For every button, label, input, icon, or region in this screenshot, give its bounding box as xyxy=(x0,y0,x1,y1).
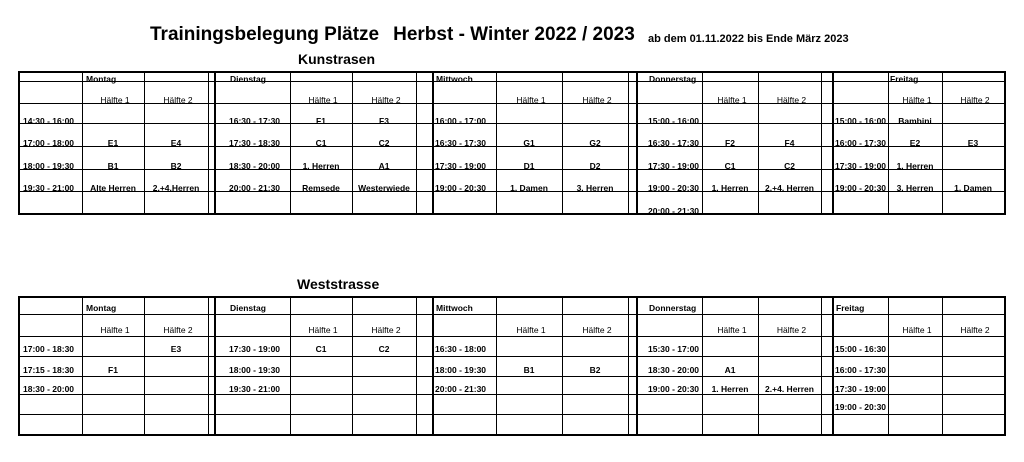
half-2-header: Hälfte 2 xyxy=(163,325,193,335)
day-header-donnerstag: Donnerstag xyxy=(649,74,697,84)
slot-half-1: 1. Herren xyxy=(711,384,749,394)
day-header-montag: Montag xyxy=(86,303,117,313)
schedule-table-kunstrasen xyxy=(18,71,1006,215)
half-1-header: Hälfte 1 xyxy=(902,95,932,105)
row-divider xyxy=(20,336,1004,337)
time-slot: 19:30 - 21:00 xyxy=(23,183,75,193)
time-slot: 17:00 - 18:00 xyxy=(23,138,75,148)
slot-half-1: F1 xyxy=(108,365,118,375)
schedule-table-weststrasse xyxy=(18,296,1006,436)
slot-half-2: E3 xyxy=(170,344,182,354)
slot-half-1: 3. Herren xyxy=(896,183,934,193)
time-slot: 19:00 - 20:30 xyxy=(648,384,700,394)
time-slot: 18:00 - 19:30 xyxy=(435,365,487,375)
half-2-header: Hälfte 2 xyxy=(960,325,990,335)
time-slot: 16:30 - 17:30 xyxy=(648,138,700,148)
slot-half-1: Remsede xyxy=(302,183,340,193)
column-divider xyxy=(352,73,353,213)
column-divider xyxy=(1004,298,1005,434)
half-2-header: Hälfte 2 xyxy=(582,325,612,335)
column-divider xyxy=(290,298,291,434)
slot-half-2: B2 xyxy=(589,365,601,375)
time-slot: 19:00 - 20:30 xyxy=(435,183,487,193)
time-slot: 14:30 - 16:00 xyxy=(23,116,75,126)
slot-half-2: 2.+4. Herren xyxy=(765,384,814,394)
slot-half-2: A1 xyxy=(378,161,390,171)
section-title-kunstrasen: Kunstrasen xyxy=(298,51,376,67)
day-header-freitag: Freitag xyxy=(890,74,919,84)
time-slot: 15:00 - 16:30 xyxy=(835,344,887,354)
slot-half-1: 1. Herren xyxy=(711,183,749,193)
column-divider xyxy=(888,73,889,213)
time-slot: 16:30 - 18:00 xyxy=(435,344,487,354)
column-divider xyxy=(290,73,291,213)
day-divider xyxy=(214,298,216,434)
column-divider xyxy=(888,298,889,434)
half-1-header: Hälfte 1 xyxy=(717,95,747,105)
column-divider xyxy=(352,298,353,434)
half-2-header: Hälfte 2 xyxy=(960,95,990,105)
row-divider xyxy=(20,356,1004,357)
slot-half-1: Bambini xyxy=(898,116,932,126)
time-slot: 18:30 - 20:00 xyxy=(648,365,700,375)
column-divider xyxy=(496,73,497,213)
slot-half-2: 1. Damen xyxy=(954,183,992,193)
half-1-header: Hälfte 1 xyxy=(100,95,130,105)
time-slot: 19:30 - 21:00 xyxy=(229,384,281,394)
section-title-weststrasse: Weststrasse xyxy=(297,276,380,292)
slot-half-2: C2 xyxy=(378,138,390,148)
time-slot: 17:30 - 19:00 xyxy=(835,384,887,394)
slot-half-1: D1 xyxy=(523,161,535,171)
time-slot: 16:00 - 17:30 xyxy=(835,138,887,148)
slot-half-1: F2 xyxy=(725,138,735,148)
time-slot: 19:00 - 20:30 xyxy=(835,402,887,412)
column-divider xyxy=(942,298,943,434)
time-slot: 20:00 - 21:30 xyxy=(648,206,700,216)
slot-half-2: G2 xyxy=(589,138,601,148)
slot-half-2: F4 xyxy=(784,138,795,148)
time-slot: 16:30 - 17:30 xyxy=(435,138,487,148)
slot-half-1: A1 xyxy=(724,365,736,375)
half-2-header: Hälfte 2 xyxy=(163,95,193,105)
column-divider xyxy=(942,73,943,213)
column-divider xyxy=(758,298,759,434)
time-slot: 16:00 - 17:00 xyxy=(435,116,487,126)
day-header-dienstag: Dienstag xyxy=(230,74,266,84)
half-1-header: Hälfte 1 xyxy=(100,325,130,335)
slot-half-2: Westerwiede xyxy=(358,183,410,193)
column-divider xyxy=(821,73,822,213)
column-divider xyxy=(416,298,417,434)
column-divider xyxy=(702,298,703,434)
time-slot: 15:00 - 16:00 xyxy=(648,116,700,126)
slot-half-2: E4 xyxy=(170,138,182,148)
slot-half-2: 2.+4.Herren xyxy=(152,183,200,193)
day-header-dienstag: Dienstag xyxy=(230,303,266,313)
day-header-montag: Montag xyxy=(86,74,117,84)
time-slot: 20:00 - 21:30 xyxy=(229,183,281,193)
slot-half-2: 3. Herren xyxy=(576,183,614,193)
slot-half-1: Alte Herren xyxy=(90,183,136,193)
column-divider xyxy=(144,298,145,434)
half-1-header: Hälfte 1 xyxy=(717,325,747,335)
page-title xyxy=(150,24,635,46)
day-header-mittwoch: Mittwoch xyxy=(436,74,473,84)
title-part-1: Trainingsbelegung Plätze xyxy=(150,24,380,45)
slot-half-1: C1 xyxy=(315,344,327,354)
day-divider xyxy=(432,73,434,213)
slot-half-1: C1 xyxy=(724,161,736,171)
half-2-header: Hälfte 2 xyxy=(776,325,807,335)
slot-half-2: B2 xyxy=(170,161,182,171)
slot-half-1: F1 xyxy=(316,116,326,126)
column-divider xyxy=(821,298,822,434)
column-divider xyxy=(416,73,417,213)
time-slot: 18:30 - 20:00 xyxy=(23,384,75,394)
slot-half-1: G1 xyxy=(523,138,535,148)
slot-half-1: B1 xyxy=(523,365,535,375)
day-divider xyxy=(636,298,638,434)
slot-half-2: C2 xyxy=(378,344,390,354)
row-divider xyxy=(20,414,1004,415)
day-divider xyxy=(214,73,216,213)
half-1-header: Hälfte 1 xyxy=(516,95,546,105)
slot-half-1: E1 xyxy=(107,138,119,148)
slot-half-2: E3 xyxy=(967,138,979,148)
day-divider xyxy=(432,298,434,434)
time-slot: 15:30 - 17:00 xyxy=(648,344,700,354)
column-divider xyxy=(82,298,83,434)
day-header-donnerstag: Donnerstag xyxy=(649,303,697,313)
half-2-header: Hälfte 2 xyxy=(371,95,401,105)
time-slot: 19:00 - 20:30 xyxy=(648,183,700,193)
time-slot: 17:30 - 19:00 xyxy=(835,161,887,171)
column-divider xyxy=(82,73,83,213)
time-slot: 18:00 - 19:30 xyxy=(229,365,281,375)
row-divider xyxy=(20,376,1004,377)
day-header-mittwoch: Mittwoch xyxy=(436,303,473,313)
column-divider xyxy=(702,73,703,213)
row-divider xyxy=(20,314,1004,315)
time-slot: 17:15 - 18:30 xyxy=(23,365,75,375)
slot-half-1: E2 xyxy=(909,138,921,148)
column-divider xyxy=(562,298,563,434)
day-divider xyxy=(636,73,638,213)
slot-half-1: C1 xyxy=(315,138,327,148)
column-divider xyxy=(628,73,629,213)
time-slot: 20:00 - 21:30 xyxy=(435,384,487,394)
day-divider xyxy=(832,298,834,434)
time-slot: 17:30 - 19:00 xyxy=(229,344,281,354)
half-1-header: Hälfte 1 xyxy=(308,325,338,335)
time-slot: 19:00 - 20:30 xyxy=(835,183,887,193)
column-divider xyxy=(562,73,563,213)
half-1-header: Hälfte 1 xyxy=(308,95,338,105)
slot-half-2: F3 xyxy=(379,116,389,126)
half-2-header: Hälfte 2 xyxy=(371,325,401,335)
half-2-header: Hälfte 2 xyxy=(776,95,807,105)
title-part-2: Herbst - Winter 2022 / 2023 xyxy=(393,24,635,45)
time-slot: 18:30 - 20:00 xyxy=(229,161,281,171)
column-divider xyxy=(208,298,209,434)
day-header-freitag: Freitag xyxy=(836,303,865,313)
slot-half-2: D2 xyxy=(589,161,601,171)
day-divider xyxy=(832,73,834,213)
slot-half-1: B1 xyxy=(107,161,119,171)
time-slot: 17:30 - 19:00 xyxy=(648,161,700,171)
column-divider xyxy=(496,298,497,434)
time-slot: 15:00 - 16:00 xyxy=(835,116,887,126)
row-divider xyxy=(20,81,1004,82)
column-divider xyxy=(1004,73,1005,213)
half-2-header: Hälfte 2 xyxy=(582,95,612,105)
row-divider xyxy=(20,394,1004,395)
time-slot: 16:30 - 17:30 xyxy=(229,116,281,126)
slot-half-1: 1. Damen xyxy=(510,183,548,193)
column-divider xyxy=(758,73,759,213)
slot-half-2: C2 xyxy=(784,161,795,171)
slot-half-2: 2.+4. Herren xyxy=(765,183,814,193)
half-1-header: Hälfte 1 xyxy=(516,325,546,335)
half-1-header: Hälfte 1 xyxy=(902,325,932,335)
column-divider xyxy=(144,73,145,213)
time-slot: 17:00 - 18:30 xyxy=(23,344,75,354)
column-divider xyxy=(628,298,629,434)
column-divider xyxy=(208,73,209,213)
validity-period: ab dem 01.11.2022 bis Ende März 2023 xyxy=(648,33,849,45)
slot-half-1: 1. Herren xyxy=(896,161,934,171)
time-slot: 18:00 - 19:30 xyxy=(23,161,75,171)
time-slot: 16:00 - 17:30 xyxy=(835,365,887,375)
time-slot: 17:30 - 19:00 xyxy=(435,161,487,171)
time-slot: 17:30 - 18:30 xyxy=(229,138,281,148)
slot-half-1: 1. Herren xyxy=(302,161,340,171)
